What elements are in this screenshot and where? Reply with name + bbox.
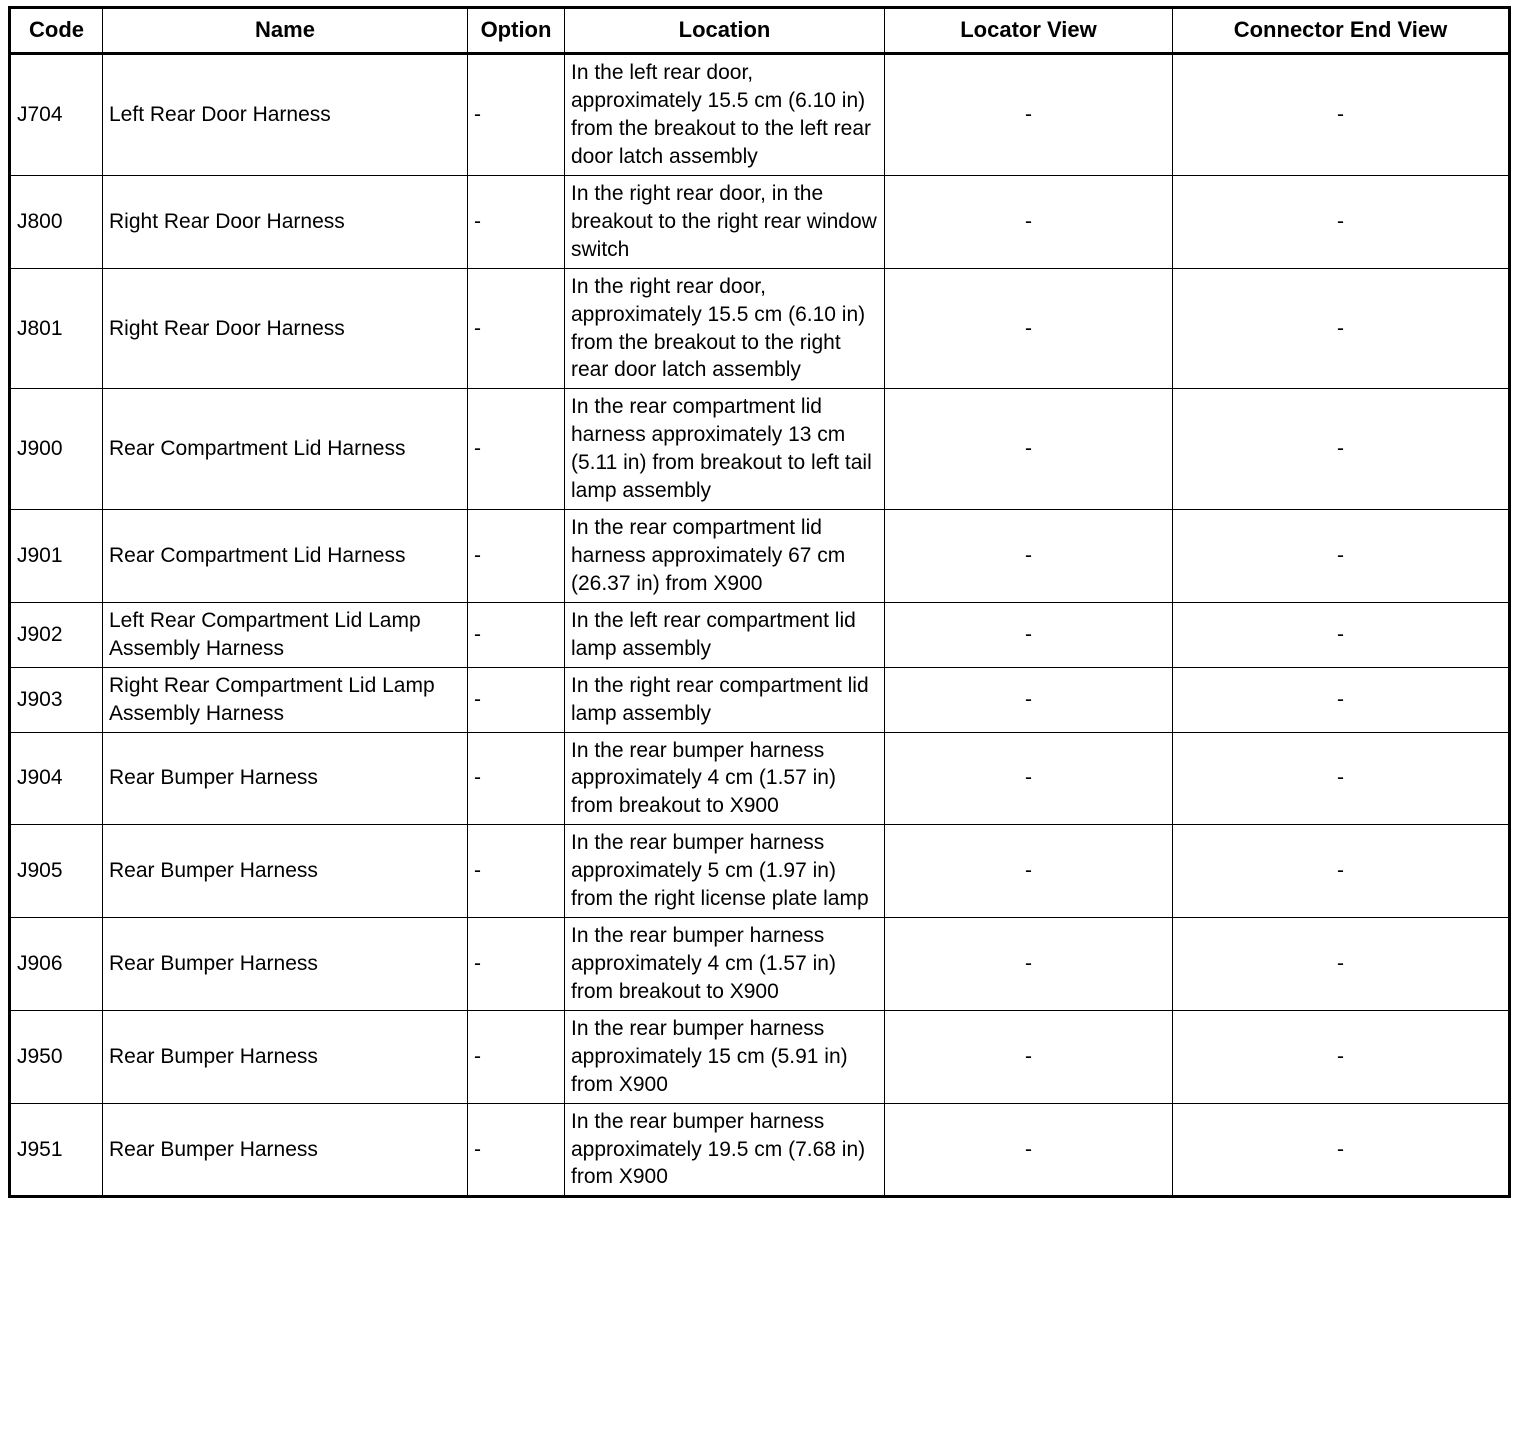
cell-locator-view: -	[885, 825, 1173, 918]
cell-locator-view: -	[885, 389, 1173, 510]
cell-location: In the left rear compartment lid lamp assembly	[565, 602, 885, 667]
cell-name: Right Rear Compartment Lid Lamp Assembly Harness	[103, 667, 468, 732]
cell-name: Left Rear Compartment Lid Lamp Assembly Harness	[103, 602, 468, 667]
table-header	[10, 8, 1510, 54]
table-row	[10, 1010, 1510, 1103]
cell-name: Left Rear Door Harness	[103, 54, 468, 176]
cell-code: J801	[10, 268, 103, 389]
connector-location-table	[8, 6, 1511, 1198]
cell-location: In the right rear door, in the breakout to the right rear window switch	[565, 175, 885, 268]
cell-code: J800	[10, 175, 103, 268]
table-row	[10, 732, 1510, 825]
cell-name: Right Rear Door Harness	[103, 175, 468, 268]
cell-name: Rear Bumper Harness	[103, 918, 468, 1011]
cell-name: Rear Bumper Harness	[103, 825, 468, 918]
cell-location: In the rear bumper harness approximately 15 cm (5.91 in) from X900	[565, 1010, 885, 1103]
cell-locator-view: -	[885, 510, 1173, 603]
cell-code: J901	[10, 510, 103, 603]
table-row	[10, 389, 1510, 510]
cell-locator-view: -	[885, 667, 1173, 732]
column-header-name: Name	[103, 8, 468, 54]
cell-location: In the left rear door, approximately 15.5 cm (6.10 in) from the breakout to the left rear door latch assembly	[565, 54, 885, 176]
table-row	[10, 825, 1510, 918]
cell-option: -	[468, 1010, 565, 1103]
cell-connector-end-view: -	[1173, 175, 1510, 268]
cell-option: -	[468, 667, 565, 732]
table-row	[10, 54, 1510, 176]
cell-option: -	[468, 732, 565, 825]
cell-option: -	[468, 510, 565, 603]
table-row	[10, 1103, 1510, 1197]
cell-locator-view: -	[885, 268, 1173, 389]
cell-location: In the rear bumper harness approximately 4 cm (1.57 in) from breakout to X900	[565, 918, 885, 1011]
cell-location: In the rear compartment lid harness approximately 67 cm (26.37 in) from X900	[565, 510, 885, 603]
column-header-location: Location	[565, 8, 885, 54]
cell-connector-end-view: -	[1173, 825, 1510, 918]
table-body	[10, 54, 1510, 1197]
cell-option: -	[468, 389, 565, 510]
cell-connector-end-view: -	[1173, 268, 1510, 389]
cell-connector-end-view: -	[1173, 667, 1510, 732]
cell-location: In the rear bumper harness approximately 4 cm (1.57 in) from breakout to X900	[565, 732, 885, 825]
cell-code: J906	[10, 918, 103, 1011]
cell-option: -	[468, 918, 565, 1011]
table-row	[10, 602, 1510, 667]
cell-name: Rear Bumper Harness	[103, 1103, 468, 1197]
cell-connector-end-view: -	[1173, 918, 1510, 1011]
cell-option: -	[468, 602, 565, 667]
cell-location: In the right rear door, approximately 15.5 cm (6.10 in) from the breakout to the right rear door latch assembly	[565, 268, 885, 389]
cell-locator-view: -	[885, 602, 1173, 667]
cell-locator-view: -	[885, 1103, 1173, 1197]
cell-option: -	[468, 268, 565, 389]
cell-locator-view: -	[885, 175, 1173, 268]
column-header-option: Option	[468, 8, 565, 54]
cell-option: -	[468, 825, 565, 918]
table-row	[10, 667, 1510, 732]
cell-connector-end-view: -	[1173, 602, 1510, 667]
cell-location: In the rear compartment lid harness approximately 13 cm (5.11 in) from breakout to left tail lamp assembly	[565, 389, 885, 510]
cell-name: Rear Bumper Harness	[103, 732, 468, 825]
cell-connector-end-view: -	[1173, 1010, 1510, 1103]
cell-code: J900	[10, 389, 103, 510]
cell-connector-end-view: -	[1173, 389, 1510, 510]
cell-connector-end-view: -	[1173, 732, 1510, 825]
table-row	[10, 175, 1510, 268]
cell-locator-view: -	[885, 732, 1173, 825]
cell-code: J704	[10, 54, 103, 176]
cell-connector-end-view: -	[1173, 54, 1510, 176]
cell-code: J904	[10, 732, 103, 825]
cell-connector-end-view: -	[1173, 510, 1510, 603]
cell-connector-end-view: -	[1173, 1103, 1510, 1197]
column-header-locator-view: Locator View	[885, 8, 1173, 54]
table-row	[10, 918, 1510, 1011]
cell-name: Rear Compartment Lid Harness	[103, 510, 468, 603]
cell-name: Rear Bumper Harness	[103, 1010, 468, 1103]
cell-locator-view: -	[885, 54, 1173, 176]
column-header-code: Code	[10, 8, 103, 54]
table-row	[10, 510, 1510, 603]
cell-option: -	[468, 54, 565, 176]
cell-option: -	[468, 1103, 565, 1197]
cell-code: J905	[10, 825, 103, 918]
cell-code: J902	[10, 602, 103, 667]
cell-code: J903	[10, 667, 103, 732]
table-header-row	[10, 8, 1510, 54]
cell-name: Rear Compartment Lid Harness	[103, 389, 468, 510]
cell-code: J950	[10, 1010, 103, 1103]
cell-option: -	[468, 175, 565, 268]
cell-locator-view: -	[885, 1010, 1173, 1103]
cell-location: In the rear bumper harness approximately 19.5 cm (7.68 in) from X900	[565, 1103, 885, 1197]
cell-location: In the right rear compartment lid lamp assembly	[565, 667, 885, 732]
cell-locator-view: -	[885, 918, 1173, 1011]
table-row	[10, 268, 1510, 389]
cell-name: Right Rear Door Harness	[103, 268, 468, 389]
cell-location: In the rear bumper harness approximately 5 cm (1.97 in) from the right license plate lamp	[565, 825, 885, 918]
cell-code: J951	[10, 1103, 103, 1197]
column-header-connector-end-view: Connector End View	[1173, 8, 1510, 54]
